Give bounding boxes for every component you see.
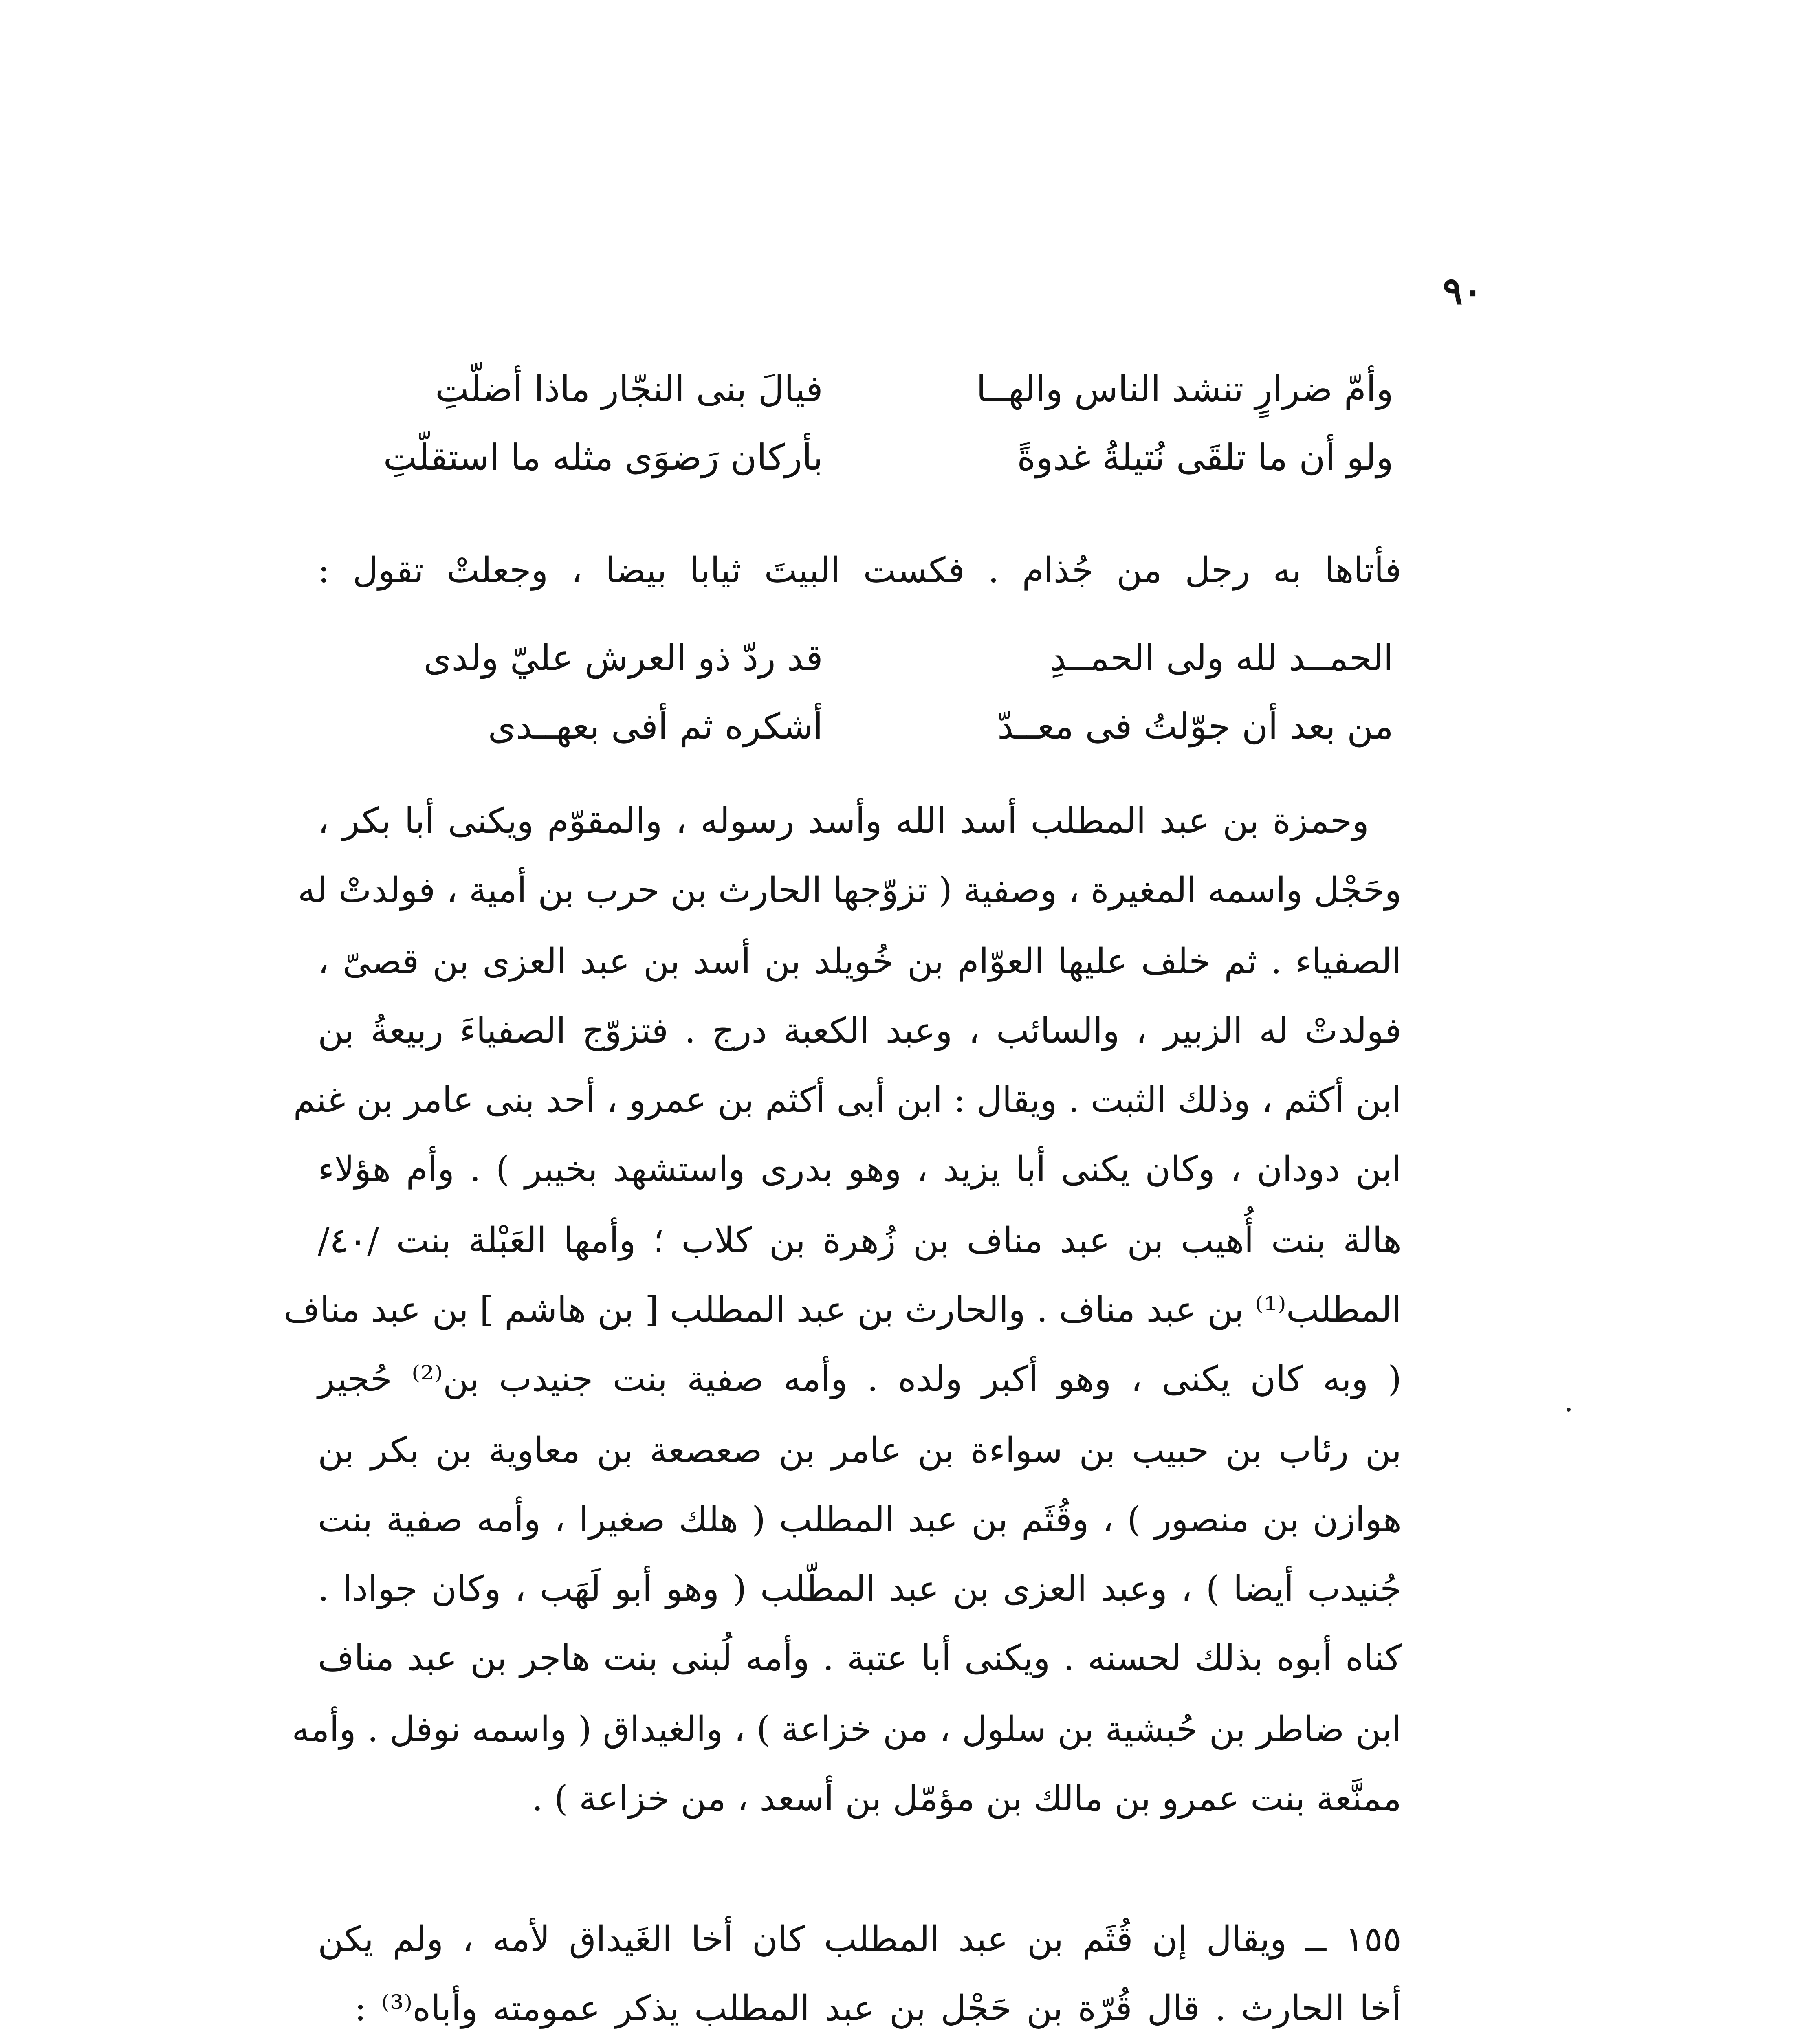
verse-line (391, 359, 1393, 427)
page-number: ٩٠ (1442, 269, 1483, 313)
verse-line (391, 627, 1393, 696)
verse-second-hemistich: بأركان رَضوَى مثله ما استقلّتِ (383, 436, 823, 478)
verse-first-hemistich: من بعد أن جوّلتُ فى معــدّ (997, 705, 1393, 747)
body-line: هالة بنت أُهيب بن عبد مناف بن زُهرة بن كلاب ؛ وأمها العَبْلة بنت /٤٠/ (318, 1220, 1402, 1261)
body-line: هوازن بن منصور ) ، وقُثَم بن عبد المطلب ( هلك صغيرا ، وأمه صفية بنت (318, 1499, 1402, 1540)
body-line: ابن أكثم ، وذلك الثبت . ويقال : ابن أبى أكثم بن عمرو ، أحد بنى عامر بن غنم (293, 1080, 1402, 1120)
body-line: المطلب⁽¹⁾ بن عبد مناف . والحارث بن عبد المطلب [ بن هاشم ] بن عبد مناف (283, 1289, 1402, 1330)
verse-second-hemistich: قد ردّ ذو العرش عليّ ولدى (423, 637, 823, 679)
verse-second-hemistich: أشكره ثم أفى بعهــدى (488, 705, 823, 747)
body-line: ممنَّعة بنت عمرو بن مالك بن مؤمّل بن أسعد ، من خزاعة ) . (532, 1778, 1402, 1819)
intro-line: فأتاها به رجل من جُذام . فكست البيتَ ثيابا بيضا ، وجعلتْ تقول : (318, 550, 1402, 591)
body-line: أخا الحارث . قال قُرّة بن حَجْل بن عبد المطلب يذكر عمومته وأباه⁽³⁾ : (354, 1988, 1402, 2029)
verse-second-hemistich: فيالَ بنى النجّار ماذا أضلّتِ (435, 368, 823, 410)
body-line: ( وبه كان يكنى ، وهو أكبر ولده . وأمه صفية بنت جنيدب بن⁽²⁾ حُجير (318, 1359, 1402, 1399)
verse-line (383, 427, 1393, 495)
body-line: وحمزة بن عبد المطلب أسد الله وأسد رسوله ، والمقوّم ويكنى أبا بكر ، (318, 801, 1369, 841)
verse-first-hemistich: وأمّ ضرارٍ تنشد الناس والهــا (976, 368, 1393, 410)
verse-first-hemistich: الحمــد لله ولى الحمــدِ (1050, 637, 1393, 679)
verse-first-hemistich: ولو أن ما تلقَى نُتيلةُ غدوةً (1017, 436, 1393, 478)
body-line: الصفياء . ثم خلف عليها العوّام بن خُويلد بن أسد بن عبد العزى بن قصىّ ، (318, 941, 1402, 982)
poem-block-1 (383, 359, 1393, 495)
scan-speck (1567, 1408, 1571, 1412)
body-line: فولدتْ له الزبير ، والسائب ، وعبد الكعبة درج . فتزوّج الصفياءَ ربيعةُ بن (318, 1010, 1402, 1051)
poem-block-2 (391, 627, 1393, 764)
body-line: ١٥٥ ــ ويقال إن قُثَم بن عبد المطلب كان أخا الغَيداق لأمه ، ولم يكن (318, 1919, 1402, 1960)
body-line: جُنيدب أيضا ) ، وعبد العزى بن عبد المطّلب ( وهو أبو لَهَب ، وكان جوادا . (318, 1568, 1402, 1609)
body-line: بن رئاب بن حبيب بن سواءة بن عامر بن صعصعة بن معاوية بن بكر بن (318, 1430, 1402, 1471)
verse-line (391, 696, 1393, 764)
body-line: كناه أبوه بذلك لحسنه . ويكنى أبا عتبة . وأمه لُبنى بنت هاجر بن عبد مناف (318, 1638, 1402, 1678)
body-line: ابن دودان ، وكان يكنى أبا يزيد ، وهو بدرى واستشهد بخيبر ) . وأم هؤلاء (318, 1149, 1402, 1190)
body-line: وحَجْل واسمه المغيرة ، وصفية ( تزوّجها الحارث بن حرب بن أمية ، فولدتْ له (297, 870, 1402, 911)
body-line: ابن ضاطر بن حُبشية بن سلول ، من خزاعة ) ، والغيداق ( واسمه نوفل . وأمه (292, 1709, 1402, 1750)
